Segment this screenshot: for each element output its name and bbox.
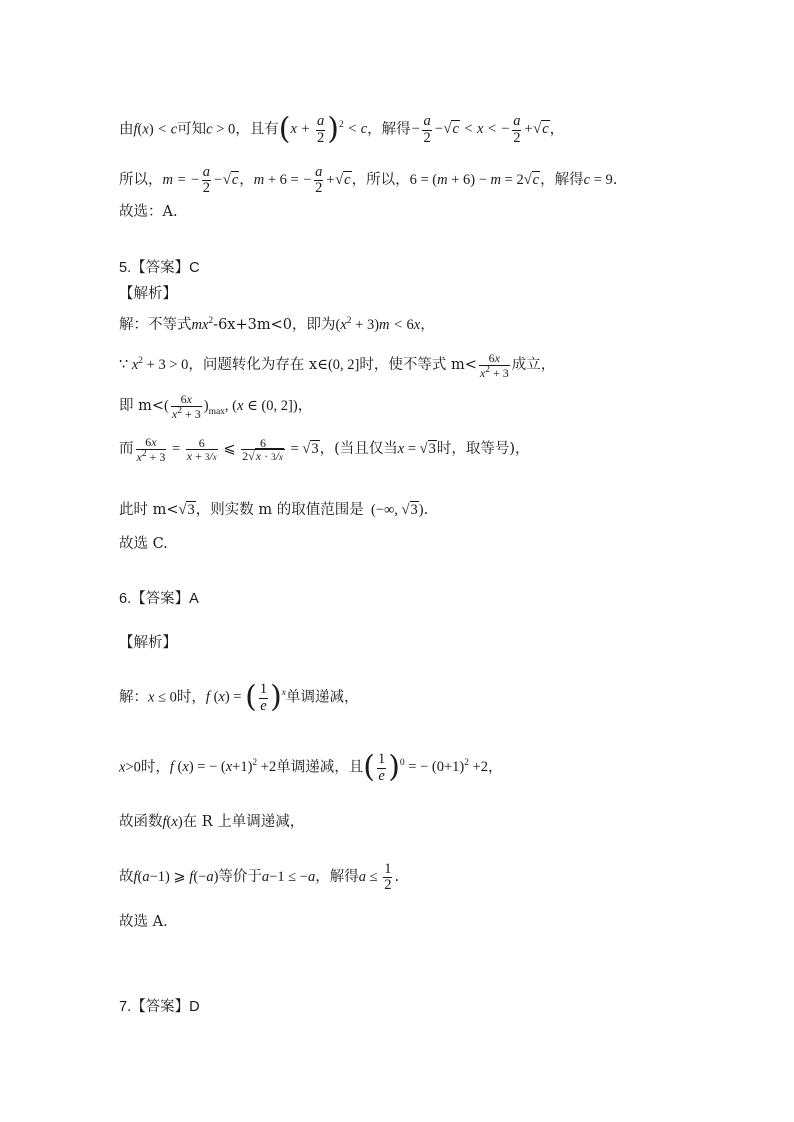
text: . (423, 502, 429, 518)
formula: $\frac{6x}{x^2 + 3}$ = $\frac{6}{x + 3/x}$ ⩽ $\frac{6}{2√x \cdot 3/x}$ = √3 (136, 435, 319, 464)
text: ， (549, 121, 565, 138)
formula: 6 = (m + 6) − m = 2√c (409, 172, 540, 189)
intro-conclusion (119, 204, 178, 221)
text: ，且有 (235, 121, 279, 138)
q5-line-2 (119, 352, 555, 379)
formula: ∵ $x^2 + 3 > 0$ (119, 356, 189, 373)
question-number: 6. (119, 591, 132, 607)
text: 由 (119, 121, 134, 138)
text: ， (297, 397, 313, 414)
answer-tag: 【答案】 (131, 260, 190, 276)
text: 时，使不等式 m< (359, 356, 477, 373)
text: 所以， (119, 172, 163, 189)
text: 解：不等式 (119, 316, 192, 333)
question-number: 7. (119, 999, 132, 1015)
formula: (x + $\frac{a}{2}$ )$^2$ < c (278, 112, 368, 147)
text: ，解得 (315, 869, 359, 886)
q6-line-4 (119, 862, 399, 893)
text: 故选：A. (119, 204, 178, 220)
text: 即 m< (119, 397, 165, 414)
text: 成立， (511, 356, 556, 373)
text: 故选 A. (119, 914, 168, 930)
text: ，所以， (351, 172, 410, 189)
text: ，解得 (540, 172, 584, 189)
text: 在 R 上单调递减， (182, 814, 305, 830)
q5-analysis-tag (119, 286, 177, 303)
formula: $mx^2$ (191, 316, 214, 333)
q5-conclusion (119, 536, 168, 553)
formula: f (x) = ( $\frac{1}{e}$ )$^x$ (205, 680, 287, 715)
formula: x>0 (119, 759, 141, 776)
formula: m + 6 = − $\frac{a}{2}$ +√c (253, 164, 351, 197)
q5-line-3 (119, 393, 312, 420)
formula: f (x) = − $(x+1)^2 +2$ (169, 758, 277, 776)
formula: (−∞, √3) (363, 502, 424, 518)
q5-line-4 (119, 436, 530, 463)
q6-analysis-tag (119, 635, 177, 652)
text: ，则实数 m 的取值范围是 (195, 502, 364, 518)
text: 可知 (177, 121, 207, 138)
formula: √3 (178, 502, 195, 518)
q7-answer-line (119, 999, 200, 1016)
formula: a ≤ $\frac{1}{2}$ (358, 861, 392, 894)
intro-line-1 (119, 112, 564, 148)
q5-line-5 (119, 502, 428, 519)
formula: $\frac{6x}{x^2 + 3}$ (479, 351, 509, 380)
formula: f(a−1) ⩾ f(−a) (133, 869, 219, 886)
formula: x ≤ 0 (148, 689, 177, 706)
formula: ( $\frac{6x}{x^2 + 3}$ )$_{max}$, (x ∈ (0, 2]) (164, 392, 298, 421)
text: 等价于 (218, 869, 262, 886)
text: ， (420, 316, 435, 333)
answer-value: D (189, 999, 200, 1015)
text: 此时 m< (119, 502, 179, 518)
formula: m = − $\frac{a}{2}$ −√c (162, 164, 239, 197)
text: ，(当且仅当 (319, 440, 398, 457)
formula: $(x^2 + 3)m < 6x$ (335, 316, 421, 333)
formula: a−1 ≤ −a (261, 869, 316, 886)
formula: − $\frac{a}{2}$ −√c < x < − $\frac{a}{2}$ +√c (410, 113, 549, 146)
answer-value: A (189, 591, 199, 607)
formula: c > 0 (206, 121, 236, 138)
formula: x = √3 (397, 440, 436, 457)
text: 故 (119, 869, 134, 886)
text: . (394, 869, 400, 886)
text: ，问题转化为存在 x∈ (188, 356, 328, 373)
question-number: 5. (119, 260, 132, 276)
text: -6x+3m<0，即为 (213, 316, 336, 333)
formula: ( $\frac{1}{e}$ )$^0$ = − $(0+1)^2 +2$ (363, 750, 489, 785)
formula: f(x) (162, 814, 183, 830)
formula: c = 9 (583, 172, 613, 189)
q6-line-1 (119, 680, 359, 716)
q5-line-1 (119, 316, 435, 334)
text: 单调递减，且 (276, 759, 364, 776)
intro-line-2 (119, 165, 617, 196)
answer-tag: 【答案】 (131, 591, 190, 607)
text: . (612, 172, 618, 189)
formula: f(x) < c (133, 121, 178, 138)
q5-answer-line (119, 260, 200, 277)
text: 【解析】 (119, 286, 177, 302)
q6-conclusion (119, 914, 168, 931)
text: 时， (140, 759, 170, 776)
text: ， (488, 759, 503, 776)
text: ， (239, 172, 254, 189)
text: 单调递减， (286, 689, 359, 706)
formula: (0, 2] (327, 356, 360, 373)
text: ，解得 (367, 121, 411, 138)
answer-value: C (189, 260, 200, 276)
text: 时，取等号)， (436, 440, 530, 457)
text: 解： (119, 689, 148, 706)
text: 【解析】 (119, 635, 177, 651)
text: 而 (119, 440, 134, 457)
answer-tag: 【答案】 (131, 999, 190, 1015)
text: 时， (176, 689, 206, 706)
q6-line-3 (119, 814, 304, 831)
text: 故选 C. (119, 536, 168, 552)
q6-answer-line (119, 591, 199, 608)
q6-line-2 (119, 750, 503, 786)
text: 故函数 (119, 814, 163, 830)
